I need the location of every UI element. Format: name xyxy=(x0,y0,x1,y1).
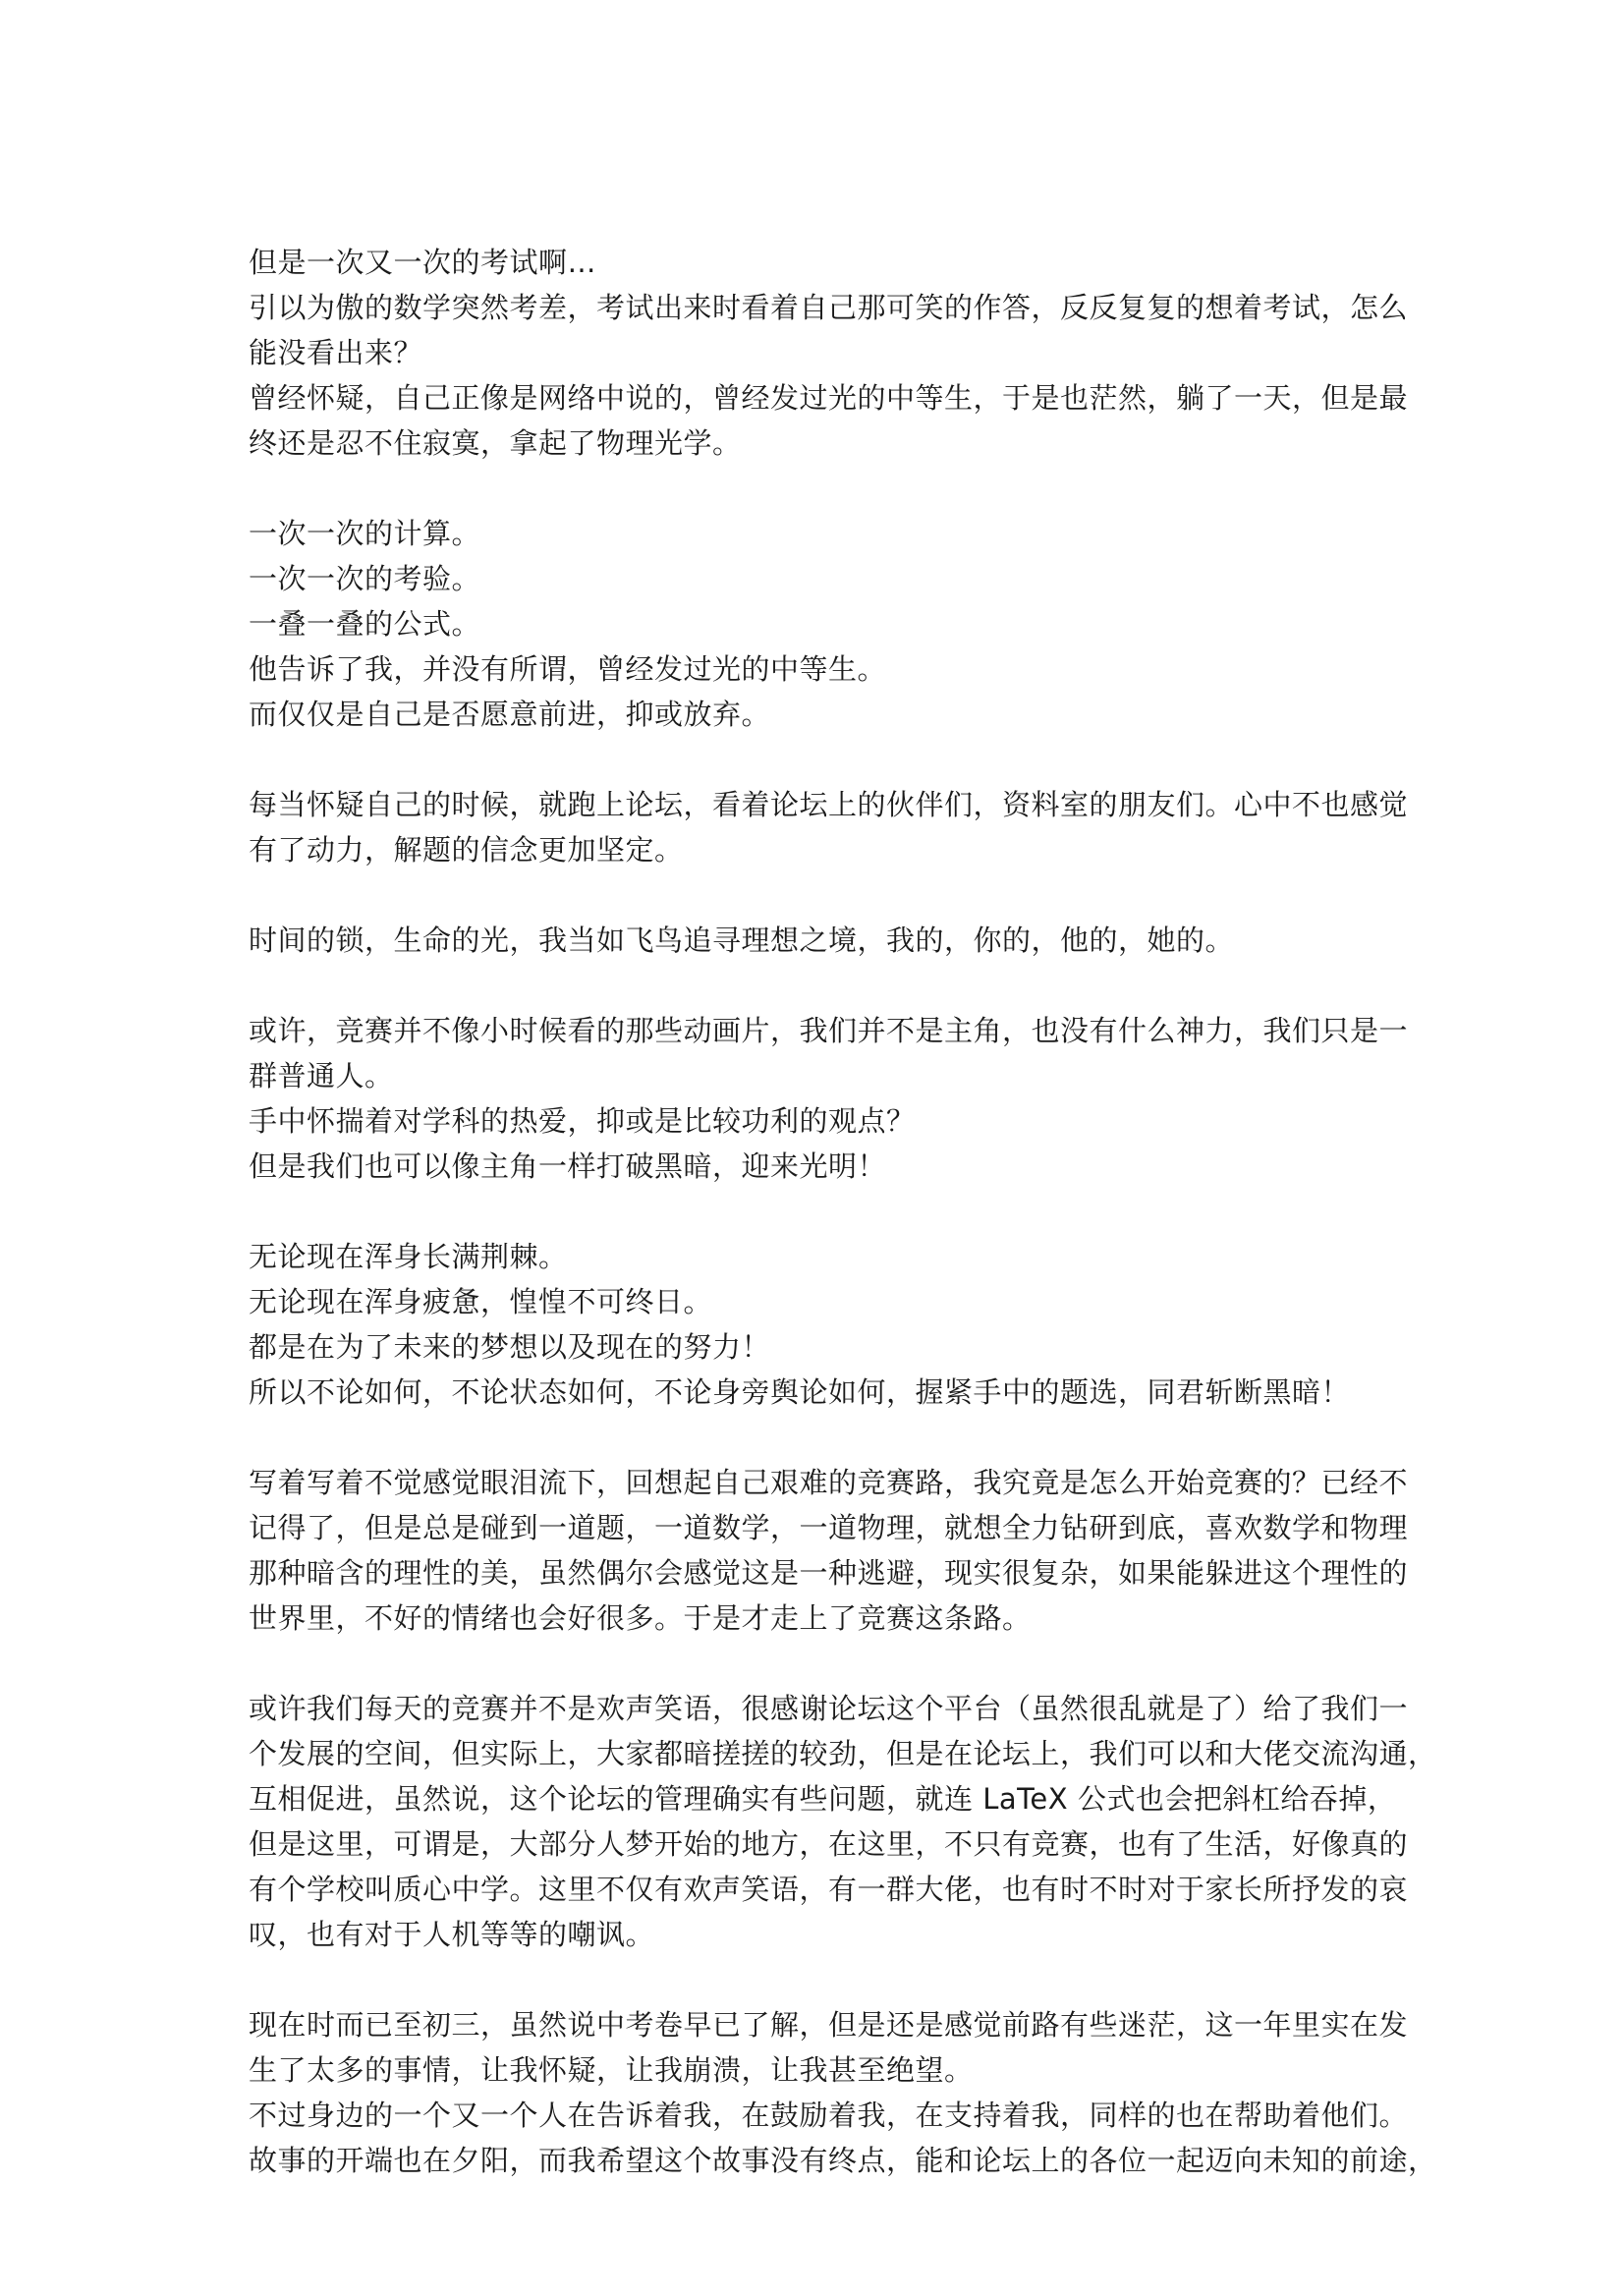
paragraph-4 xyxy=(249,918,1388,963)
paragraph-gap xyxy=(249,1641,1388,1686)
text-line: 一次一次的计算。 xyxy=(249,517,481,550)
text-line: 故事的开端也在夕阳，而我希望这个故事没有终点，能和论坛上的各位一起迈向未知的前途， xyxy=(249,2144,1437,2177)
text-line: 有个学校叫质心中学。这里不仅有欢声笑语，有一群大佬，也有时不时对于家长所抒发的哀 xyxy=(249,1873,1409,1906)
text-line: 无论现在浑身长满荆棘。 xyxy=(249,1240,568,1273)
paragraph-2 xyxy=(249,511,1388,737)
paragraph-7 xyxy=(249,1460,1409,1641)
text-line: 能没看出来？ xyxy=(249,336,423,369)
text-line: 而仅仅是自己是否愿意前进，抑或放弃。 xyxy=(249,698,771,731)
text-line: 但是一次又一次的考试啊… xyxy=(249,246,597,279)
paragraph-gap xyxy=(249,1957,1388,2002)
text-line: 无论现在浑身疲惫，惶惶不可终日。 xyxy=(249,1285,713,1318)
text-line: 有了动力，解题的信念更加坚定。 xyxy=(249,833,684,867)
paragraph-gap xyxy=(249,466,1388,511)
paragraph-9 xyxy=(249,2002,1437,2183)
text-line: 但是我们也可以像主角一样打破黑暗，迎来光明！ xyxy=(249,1149,887,1183)
text-line: 所以不论如何，不论状态如何，不论身旁舆论如何，握紧手中的题选，同君斩断黑暗！ xyxy=(249,1375,1351,1409)
text-line: 现在时而已至初三，虽然说中考卷早已了解，但是还是感觉前路有些迷茫，这一年里实在发 xyxy=(249,2008,1409,2042)
paragraph-3 xyxy=(249,782,1409,872)
text-line: 个发展的空间，但实际上，大家都暗搓搓的较劲，但是在论坛上，我们可以和大佬交流沟通， xyxy=(249,1737,1437,1770)
text-line: 互相促进，虽然说，这个论坛的管理确实有些问题，就连 LaTeX 公式也会把斜杠给吞掉， xyxy=(249,1782,1397,1816)
text-line: 每当怀疑自己的时候，就跑上论坛，看着论坛上的伙伴们，资料室的朋友们。心中不也感觉 xyxy=(249,788,1409,821)
text-line: 终还是忍不住寂寞，拿起了物理光学。 xyxy=(249,426,742,460)
paragraph-gap xyxy=(249,737,1388,782)
text-line: 那种暗含的理性的美，虽然偶尔会感觉这是一种逃避，现实很复杂，如果能躲进这个理性的 xyxy=(249,1556,1409,1590)
text-line: 不过身边的一个又一个人在告诉着我，在鼓励着我，在支持着我，同样的也在帮助着他们。 xyxy=(249,2099,1409,2132)
text-line: 或许，竞赛并不像小时候看的那些动画片，我们并不是主角，也没有什么神力，我们只是一 xyxy=(249,1014,1409,1047)
text-line: 他告诉了我，并没有所谓，曾经发过光的中等生。 xyxy=(249,652,887,686)
paragraph-8 xyxy=(249,1686,1437,1957)
paragraph-gap xyxy=(249,872,1388,918)
paragraph-gap xyxy=(249,1415,1388,1460)
text-line: 时间的锁，生命的光，我当如飞鸟追寻理想之境，我的，你的，他的，她的。 xyxy=(249,924,1235,957)
paragraph-6 xyxy=(249,1234,1388,1415)
text-line: 手中怀揣着对学科的热爱，抑或是比较功利的观点？ xyxy=(249,1104,916,1138)
text-line: 引以为傲的数学突然考差，考试出来时看着自己那可笑的作答，反反复复的想着考试，怎么 xyxy=(249,291,1409,324)
text-line: 或许我们每天的竞赛并不是欢声笑语，很感谢论坛这个平台（虽然很乱就是了）给了我们一 xyxy=(249,1692,1409,1725)
text-line: 写着写着不觉感觉眼泪流下，回想起自己艰难的竞赛路，我究竟是怎么开始竞赛的？已经不 xyxy=(249,1466,1409,1499)
text-line: 群普通人。 xyxy=(249,1059,394,1092)
text-line: 世界里，不好的情绪也会好很多。于是才走上了竞赛这条路。 xyxy=(249,1601,1032,1635)
paragraph-gap xyxy=(249,1189,1388,1234)
text-line: 一叠一叠的公式。 xyxy=(249,607,481,641)
paragraph-5 xyxy=(249,1008,1409,1189)
text-line: 叹，也有对于人机等等的嘲讽。 xyxy=(249,1918,655,1951)
text-line: 记得了，但是总是碰到一道题，一道数学，一道物理，就想全力钻研到底，喜欢数学和物理 xyxy=(249,1511,1409,1544)
text-line: 但是这里，可谓是，大部分人梦开始的地方，在这里，不只有竞赛，也有了生活，好像真的 xyxy=(249,1827,1409,1861)
document-body xyxy=(249,240,1437,2183)
text-line: 生了太多的事情，让我怀疑，让我崩溃，让我甚至绝望。 xyxy=(249,2053,974,2087)
paragraph-1 xyxy=(249,240,1409,466)
text-line: 曾经怀疑，自己正像是网络中说的，曾经发过光的中等生，于是也茫然，躺了一天，但是最 xyxy=(249,381,1409,415)
text-line: 都是在为了未来的梦想以及现在的努力！ xyxy=(249,1330,771,1364)
text-line: 一次一次的考验。 xyxy=(249,562,481,595)
paragraph-gap xyxy=(249,963,1388,1008)
